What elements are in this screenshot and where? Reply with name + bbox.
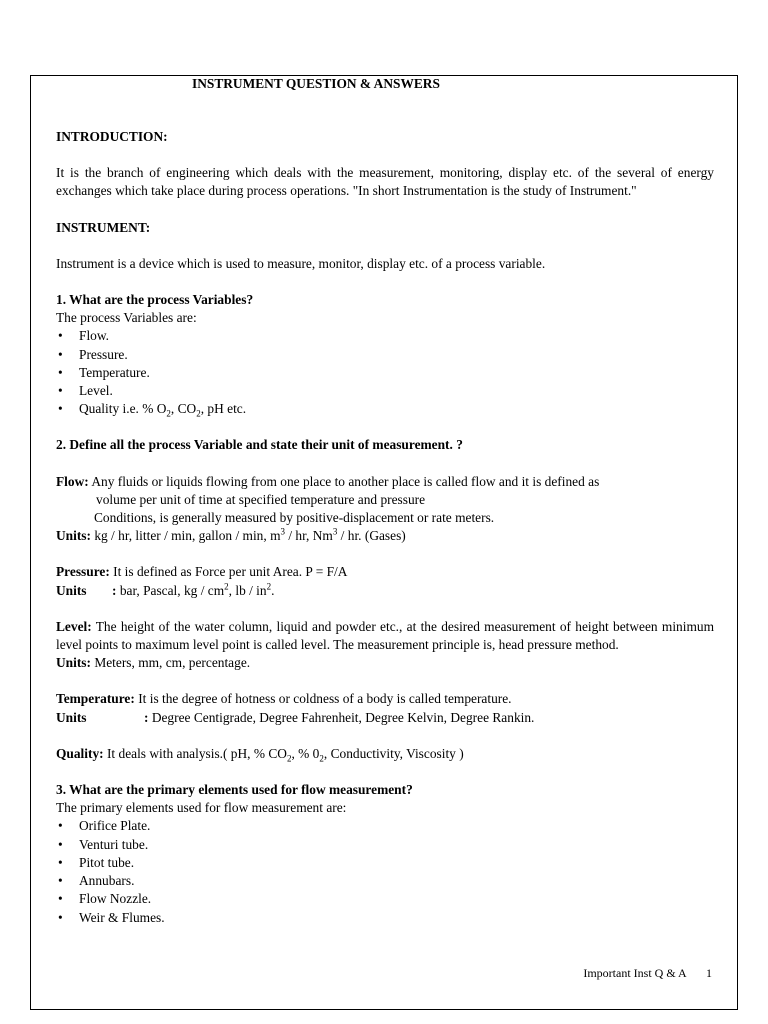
list-item: • Orifice Plate. bbox=[56, 817, 714, 835]
temperature-definition: Temperature: It is the degree of hotness or coldness of a body is called temperature. bbox=[56, 691, 512, 707]
flow-definition: Flow: Any fluids or liquids flowing from one place to another place is called flow and it is defined as bbox=[56, 473, 600, 489]
level-units: Units: Meters, mm, cm, percentage. bbox=[56, 655, 251, 671]
page-number: 1 bbox=[706, 966, 712, 980]
intro-heading: INTRODUCTION: bbox=[56, 129, 168, 144]
pressure-definition: Pressure: It is defined as Force per unit Area. P = F/A bbox=[56, 564, 348, 580]
pressure-units: Units : bar, Pascal, kg / $cm^2$, lb / $in^2$. bbox=[56, 581, 275, 598]
list-item: • Level. bbox=[56, 382, 714, 400]
list-item: • Flow. bbox=[56, 327, 714, 345]
page-footer bbox=[583, 966, 712, 981]
level-definition: Level: The height of the water column, liquid and powder etc., at the desired measurement of height between minimum level points to maximum level point is called level. The measurement principle is, head pressure method. bbox=[56, 618, 714, 653]
temperature-units: Units : Degree Centigrade, Degree Fahrenheit, Degree Kelvin, Degree Rankin. bbox=[56, 709, 535, 725]
flow-units: Units: kg / hr, litter / min, gallon / min, $m^3$ / hr, Nm$^3$ / hr. (Gases) bbox=[56, 526, 406, 544]
instrument-heading: INSTRUMENT: bbox=[56, 219, 151, 235]
list-item: • Venturi tube. bbox=[56, 836, 714, 854]
footer-text: Important Inst Q & A bbox=[583, 966, 686, 980]
q1-question: 1. What are the process Variables? bbox=[56, 292, 254, 308]
q3-question: 3. What are the primary elements used for flow measurement? bbox=[56, 782, 413, 798]
flow-elements-list bbox=[56, 817, 714, 926]
list-item: • Quality i.e. % $O_2$, $CO_2$, pH etc. bbox=[56, 400, 714, 418]
q1-lead: The process Variables are: bbox=[56, 310, 197, 326]
list-item: • Pitot tube. bbox=[56, 854, 714, 872]
process-variable-list bbox=[56, 327, 714, 418]
document-title: INSTRUMENT QUESTION & ANSWERS bbox=[192, 76, 440, 91]
list-item: • Pressure. bbox=[56, 346, 714, 364]
quality-definition: Quality: It deals with analysis.( pH, % $CO_2$, % $0_2$, Conductivity, Viscosity ) bbox=[56, 745, 464, 764]
intro-text: It is the branch of engineering which deals with the measurement, monitoring, display etc. of the several of energy exchanges which take place during process operations. "In short Instrumentation is the study of Instrument." bbox=[56, 165, 714, 199]
flow-definition-line2: volume per unit of time at specified temperature and pressure bbox=[96, 491, 426, 507]
q3-lead: The primary elements used for flow measurement are: bbox=[56, 800, 347, 816]
document-body bbox=[56, 76, 714, 927]
list-item: • Annubars. bbox=[56, 872, 714, 890]
instrument-text: Instrument is a device which is used to measure, monitor, display etc. of a process variable. bbox=[56, 255, 546, 271]
list-item: • Temperature. bbox=[56, 364, 714, 382]
q2-question: 2. Define all the process Variable and state their unit of measurement. ? bbox=[56, 437, 463, 453]
flow-definition-line3: Conditions, is generally measured by positive-displacement or rate meters. bbox=[94, 510, 495, 526]
list-item: • Flow Nozzle. bbox=[56, 890, 714, 908]
list-item: • Weir & Flumes. bbox=[56, 909, 714, 927]
